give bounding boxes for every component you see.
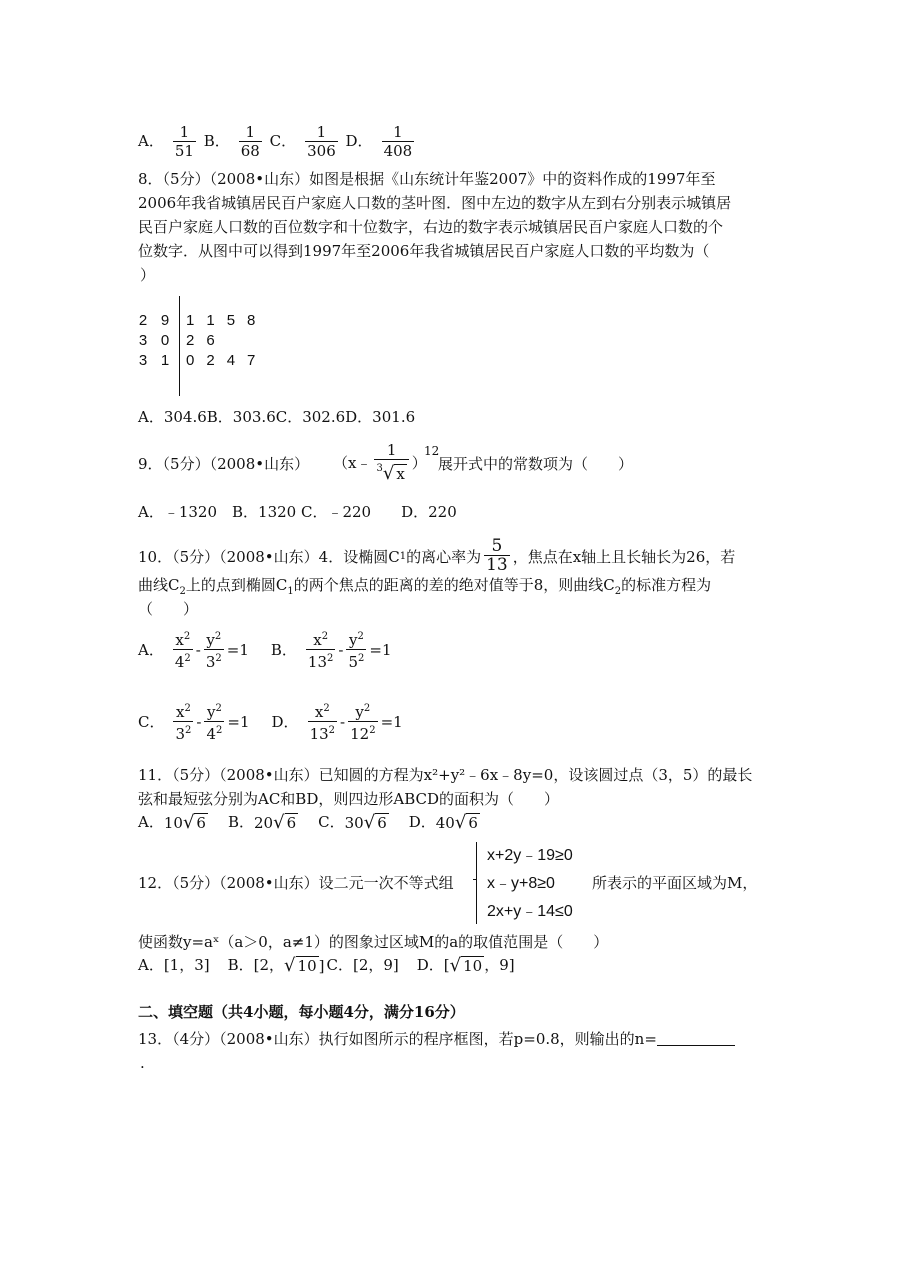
fraction-denominator: 68 xyxy=(240,142,260,160)
denominator-base: 3 xyxy=(205,653,216,671)
fraction-numerator: 1 xyxy=(245,123,256,141)
q12-option-a: A．[1，3] xyxy=(138,956,210,974)
q12-option-d-suffix: ，9] xyxy=(484,956,515,974)
q7-option-c-fraction xyxy=(305,124,338,160)
leaf: 2 xyxy=(206,352,215,369)
q7-option-c-label: C． xyxy=(269,132,297,150)
fraction-denominator: 306 xyxy=(307,142,336,160)
radicand: x xyxy=(396,465,405,483)
q8-line-5: ） xyxy=(140,266,156,284)
q11-option-d-label: D． xyxy=(408,813,436,831)
hyperbola-y-term: $\frac{y^2}{4^2}$ xyxy=(206,703,223,743)
q10-option-b-label: B． xyxy=(270,641,297,659)
hyperbola-y-term: $\frac{y^2}{3^2}$ xyxy=(205,631,222,671)
q10-line-2 xyxy=(138,574,711,603)
q10-text: 的标准方程为 xyxy=(621,576,712,594)
inequality-brace-icon xyxy=(476,842,487,924)
fraction-numerator: 1 xyxy=(316,123,327,141)
q7-options xyxy=(138,124,417,160)
subscript: 2 xyxy=(179,586,186,597)
subscript: 2 xyxy=(614,586,622,597)
q12-line-2: 使函数y=aˣ（a＞0，a≠1）的图象过区域M的a的取值范围是（ ） xyxy=(138,933,609,951)
inequality-2: x﹣y+8≥0 xyxy=(487,875,555,892)
fraction-numerator: 5 xyxy=(491,536,503,556)
stem-hundreds: 3 xyxy=(138,352,148,369)
square-root xyxy=(273,813,298,832)
fraction-denominator: 13 xyxy=(486,555,508,575)
radicand: 10 xyxy=(297,957,317,975)
q10-option-a-label: A． xyxy=(138,641,164,659)
square-root xyxy=(450,956,485,975)
leaf: 8 xyxy=(247,312,256,329)
denominator-base: 5 xyxy=(348,653,359,671)
q10-text: 的两个焦点的距离的差的绝对值等于8，则曲线C xyxy=(293,576,615,594)
q9-exponent: 12 xyxy=(424,444,440,458)
radicand: 6 xyxy=(286,814,297,832)
q11-options xyxy=(138,811,480,832)
q12-options xyxy=(138,954,515,975)
radical-sign-icon: √ xyxy=(273,812,285,833)
leaf: 4 xyxy=(226,352,236,369)
q10-option-d-label: D． xyxy=(271,713,299,731)
q10-options-row-2: C． $\frac{x^2}{3^2}$ - $\frac{y^2}{4^2}$ =1 D． $\frac{x^2}{13^2}$ - $\frac{y^2}{12^2}$ =1 xyxy=(138,700,403,743)
coefficient: 20 xyxy=(254,814,274,832)
coefficient: 30 xyxy=(344,814,364,832)
q11-option-a-label: A． xyxy=(138,813,164,831)
hyperbola-x-term: $\frac{x^2}{13^2}$ xyxy=(309,703,336,743)
q13-line xyxy=(138,1028,735,1050)
q7-option-d-fraction xyxy=(382,124,415,160)
leaf: 2 xyxy=(186,332,195,349)
stem-leaf-row xyxy=(132,351,261,371)
q12-option-d-prefix: D．[ xyxy=(416,956,450,974)
radical-sign-icon: √ xyxy=(449,955,462,976)
q10-text: 上的点到椭圆C xyxy=(185,576,288,594)
q10-option-c-label: C． xyxy=(138,713,165,731)
q13-text: 13．（4分）（2008•山东）执行如图所示的程序框图，若p=0.8，则输出的n= xyxy=(138,1030,657,1048)
radicand: 10 xyxy=(463,957,483,975)
coefficient: 10 xyxy=(163,814,183,832)
q13-tail: . xyxy=(140,1054,145,1072)
coefficient: 40 xyxy=(435,814,455,832)
inequality-3: 2x+y﹣14≤0 xyxy=(487,903,573,920)
q10-text: 曲线C xyxy=(138,576,180,594)
radical-sign-icon: √ xyxy=(454,812,467,833)
stem-leaf-row xyxy=(132,311,261,331)
q9-fraction xyxy=(374,442,408,483)
hyperbola-x-term: $\frac{x^2}{4^2}$ xyxy=(174,631,191,671)
denominator-base: 4 xyxy=(206,725,217,743)
hyperbola-x-term: $\frac{x^2}{13^2}$ xyxy=(307,631,334,671)
q9-open: （x﹣ xyxy=(333,454,372,472)
leaf: 0 xyxy=(186,352,195,369)
q8-line-2: 2006年我省城镇居民百户家庭人口数的茎叶图．图中左边的数字从左到右分别表示城镇居 xyxy=(138,194,732,212)
q7-option-a-fraction xyxy=(173,124,196,160)
fraction-numerator: 1 xyxy=(386,441,397,459)
q8-line-1: 8．（5分）（2008•山东）如图是根据《山东统计年鉴2007》中的资料作成的1997年至 xyxy=(138,170,716,188)
q7-option-b-label: B． xyxy=(203,132,230,150)
square-root xyxy=(284,956,319,975)
stem-tens: 9 xyxy=(160,312,170,329)
fraction-denominator: 408 xyxy=(383,142,413,160)
leaf: 1 xyxy=(206,312,215,329)
leaf: 6 xyxy=(206,332,215,349)
q12-option-b-suffix: ] xyxy=(318,957,325,975)
denominator-base: 13 xyxy=(307,653,328,671)
stem-tens: 1 xyxy=(160,352,170,369)
q7-option-b-fraction xyxy=(239,124,262,160)
section-2-heading: 二、填空题（共4小题，每小题4分，满分16分） xyxy=(138,1003,465,1021)
q10-text-c: ，焦点在x轴上且长轴长为26，若 xyxy=(512,547,736,566)
radical-sign-icon: √ xyxy=(182,812,195,833)
square-root xyxy=(364,813,389,832)
radicand: 6 xyxy=(196,814,206,832)
denominator-base: 13 xyxy=(309,725,329,743)
q9-close: ） xyxy=(411,454,427,472)
q9-prefix: 9．（5分）（2008•山东） xyxy=(138,455,310,473)
radicand: 6 xyxy=(377,814,387,832)
denominator-base: 4 xyxy=(174,653,185,671)
fraction-numerator: 1 xyxy=(179,123,190,141)
q10-line-1 xyxy=(138,538,735,574)
q10-text-b: 的离心率为 xyxy=(406,547,482,566)
q12-option-c: C．[2，9] xyxy=(326,956,399,974)
leaf: 5 xyxy=(226,312,236,329)
denominator-base: 12 xyxy=(350,725,370,743)
q12-option-b-prefix: B．[2， xyxy=(227,956,285,974)
hyperbola-y-term: $\frac{y^2}{5^2}$ xyxy=(348,631,365,671)
fraction-numerator: 1 xyxy=(393,123,403,141)
subscript: 1 xyxy=(399,550,407,562)
stem-tens: 0 xyxy=(160,332,170,349)
subscript: 1 xyxy=(287,586,294,597)
radical-sign-icon: √ xyxy=(284,955,296,976)
q12-inequality-system xyxy=(487,842,573,926)
stem-leaf-plot xyxy=(132,311,261,371)
fraction-denominator: 51 xyxy=(174,142,194,160)
equation-tail: =1 xyxy=(369,640,392,659)
radical-sign-icon: √ xyxy=(363,812,376,833)
q11-line-1: 11．（5分）（2008•山东）已知圆的方程为x²+y²﹣6x﹣8y=0，设该圆过点（3，5）的最长 xyxy=(138,766,753,784)
fraction-denominator xyxy=(374,459,408,483)
denominator-base: 3 xyxy=(175,725,186,743)
equation-tail: =1 xyxy=(380,712,403,731)
q10-line-3: （ ） xyxy=(138,600,199,618)
q11-option-c-label: C． xyxy=(318,813,345,831)
stem-hundreds: 2 xyxy=(138,312,148,329)
stem-hundreds: 3 xyxy=(138,332,148,349)
hyperbola-x-term: $\frac{x^2}{3^2}$ xyxy=(175,703,192,743)
radical-sign-icon: √ xyxy=(382,463,395,484)
q10-text-a: 10．（5分）（2008•山东）4．设椭圆C xyxy=(138,547,400,566)
q11-line-2: 弦和最短弦分别为AC和BD，则四边形ABCD的面积为（ ） xyxy=(138,790,559,808)
q12-prefix: 12．（5分）（2008•山东）设二元一次不等式组 xyxy=(138,874,454,892)
q8-line-4: 位数字．从图中可以得到1997年至2006年我省城镇居民百户家庭人口数的平均数为（ xyxy=(138,242,710,260)
q11-option-b-label: B． xyxy=(227,813,254,831)
q8-line-3: 民百户家庭人口数的百位数字和十位数字，右边的数字表示城镇居民百户家庭人口数的个 xyxy=(138,218,724,236)
cube-root xyxy=(383,464,407,483)
q9-suffix: 展开式中的常数项为（ ） xyxy=(438,455,634,473)
q9-options: A．﹣1320 B．1320 C．﹣220 D．220 xyxy=(138,503,457,521)
q7-option-a-label: A． xyxy=(138,132,164,150)
q10-options-row-1: A． $\frac{x^2}{4^2}$ - $\frac{y^2}{3^2}$ =1 B． $\frac{x^2}{13^2}$ - $\frac{y^2}{5^2}$ =1 xyxy=(138,628,392,671)
square-root xyxy=(455,813,480,832)
hyperbola-y-term: $\frac{y^2}{12^2}$ xyxy=(350,703,376,743)
equation-tail: =1 xyxy=(226,640,249,659)
inequality-1: x+2y﹣19≥0 xyxy=(487,847,573,864)
q9-expression xyxy=(333,442,427,483)
radicand: 6 xyxy=(468,814,478,832)
q8-options: A．304.6B．303.6C．302.6D．301.6 xyxy=(138,408,416,426)
q7-option-d-label: D． xyxy=(345,132,373,150)
q12-suffix: 所表示的平面区域为M， xyxy=(592,874,758,892)
stem-leaf-row xyxy=(132,331,261,351)
root-index: 3 xyxy=(376,463,383,474)
leaf: 1 xyxy=(186,312,195,329)
square-root xyxy=(183,813,208,832)
q10-eccentricity-fraction xyxy=(484,538,510,574)
answer-blank[interactable] xyxy=(657,1029,735,1046)
equation-tail: =1 xyxy=(227,712,250,731)
leaf: 7 xyxy=(247,352,256,369)
